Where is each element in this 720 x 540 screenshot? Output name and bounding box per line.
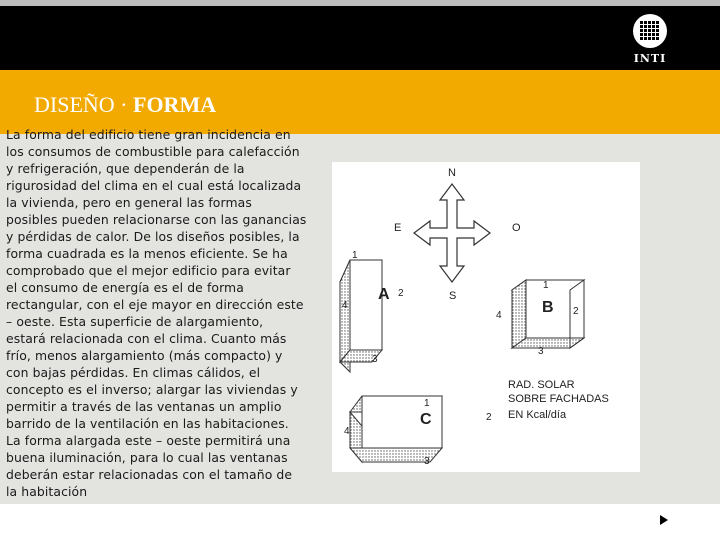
header-bar	[0, 6, 720, 70]
box-a-face-2: 2	[398, 288, 404, 299]
box-a-face-4: 4	[342, 300, 348, 311]
logo-text: INTI	[633, 52, 667, 65]
figure-drawing	[332, 162, 640, 472]
box-b-label: B	[542, 299, 554, 316]
box-c-face-3: 3	[424, 456, 430, 467]
box-a-face-1: 1	[352, 250, 358, 261]
box-a-label: A	[378, 286, 390, 303]
caption-line-1: RAD. SOLAR	[508, 379, 575, 391]
solar-radiation-figure	[332, 162, 640, 472]
next-slide-button[interactable]	[660, 515, 668, 525]
compass-east-label: E	[394, 222, 402, 234]
compass-west-label: O	[512, 222, 521, 234]
compass-arrows-icon	[414, 184, 490, 282]
box-c-face-4: 4	[344, 426, 350, 437]
caption-line-2: SOBRE FACHADAS	[508, 393, 609, 405]
compass-south-label: S	[449, 290, 457, 302]
box-c-face-1: 1	[424, 398, 430, 409]
compass-north-label: N	[448, 167, 456, 179]
title-prefix: DISEÑO ·	[34, 92, 133, 117]
box-c-label: C	[420, 411, 432, 428]
box-c-face-2: 2	[486, 412, 492, 423]
caption-line-3: EN Kcal/día	[508, 409, 567, 421]
box-a-face-3: 3	[372, 354, 378, 365]
body-paragraph: La forma del edificio tiene gran incidencia en los consumos de combustible para calefacción y refrigeración, que dependerán de la rigurosidad del clima en el cual está localizada la vivienda, pero en general las formas posibles pueden relacionarse con las ganancias y pérdidas de calor. De los diseños posibles, la forma cuadrada es la menos eficiente. Se ha comprobado que el mejor edificio para evitar el consumo de energía es el de forma rectangular, con el eje mayor en dirección este – oeste. Esta superficie de alargamiento, estará relacionada con el clima. Cuanto más frío, menos alargamiento (más compacto) y con bajas pérdidas. En climas cálidos, el concepto es el inverso; alargar las viviendas y permitir a través de las ventanas un amplio barrido de la ventilación en las habitaciones. La forma alargada este – oeste permitirá una buena iluminación, para lo cual las ventanas deberán estar relacionadas con el tamaño de la habitación	[6, 127, 307, 499]
box-b-face-2: 2	[573, 306, 579, 317]
title-emphasis: FORMA	[133, 92, 217, 117]
box-b-face-4: 4	[496, 310, 502, 321]
box-b-face-3: 3	[538, 346, 544, 357]
box-b-face-1: 1	[543, 280, 549, 291]
slide-title	[34, 92, 216, 118]
